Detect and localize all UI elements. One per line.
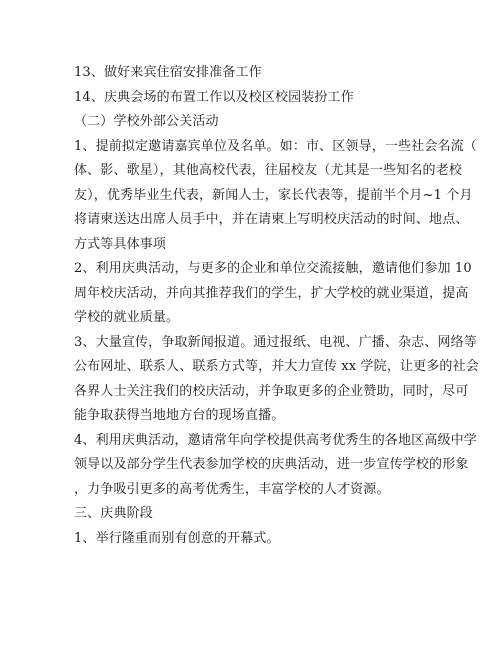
text-line: 各界人士关注我们的校庆活动，并争取更多的企业赞助，同时，尽可 bbox=[74, 383, 469, 399]
text-line: 学校的就业质量。 bbox=[74, 310, 180, 325]
text-line: 公布网址、联系人、联系方式等，并大力宣传 xx 学院，让更多的社会 bbox=[74, 359, 479, 374]
text-line: 1、提前拟定邀请嘉宾单位及名单。如：市、区领导，一些社会名流（ bbox=[74, 138, 477, 154]
text-line: 14、庆典会场的布置工作以及校区校园装扮工作 bbox=[74, 89, 354, 105]
text-line: 3、大量宣传，争取新闻报道。通过报纸、电视、广播、杂志、网络等 bbox=[74, 334, 477, 350]
section-heading: （二）学校外部公关活动 bbox=[74, 114, 219, 129]
text-line: 2、利用庆典活动，与更多的企业和单位交流接触，邀请他们参加 10 bbox=[74, 261, 472, 276]
text-line: 13、做好来宾住宿安排准备工作 bbox=[74, 65, 262, 80]
text-line: 体、影、歌星），其他高校代表，往届校友（尤其是一些知名的老校 bbox=[74, 163, 463, 178]
text-line: 4、利用庆典活动，邀请常年向学校提供高考优秀生的各地区高级中学 bbox=[74, 432, 477, 448]
text-line: 方式等具体事项 bbox=[74, 236, 167, 252]
text-line: 周年校庆活动，并向其推荐我们的学生，扩大学校的就业渠道，提高 bbox=[74, 285, 469, 301]
text-line: ，力争吸引更多的高考优秀生，丰富学校的人才资源。 bbox=[74, 481, 390, 497]
text-line: 1、举行隆重而别有创意的开幕式。 bbox=[74, 530, 280, 546]
document-body bbox=[74, 61, 479, 551]
text-line: 能争取获得当地地方台的现场直播。 bbox=[74, 408, 285, 423]
section-heading: 三、庆典阶段 bbox=[74, 506, 153, 521]
text-line: 领导以及部分学生代表参加学校的庆典活动，进一步宣传学校的形象 bbox=[74, 457, 469, 472]
text-line: 友），优秀毕业生代表，新闻人士，家长代表等，提前半个月~1 个月 bbox=[74, 187, 473, 203]
text-line: 将请柬送达出席人员手中，并在请柬上写明校庆活动的时间、地点、 bbox=[74, 212, 469, 227]
